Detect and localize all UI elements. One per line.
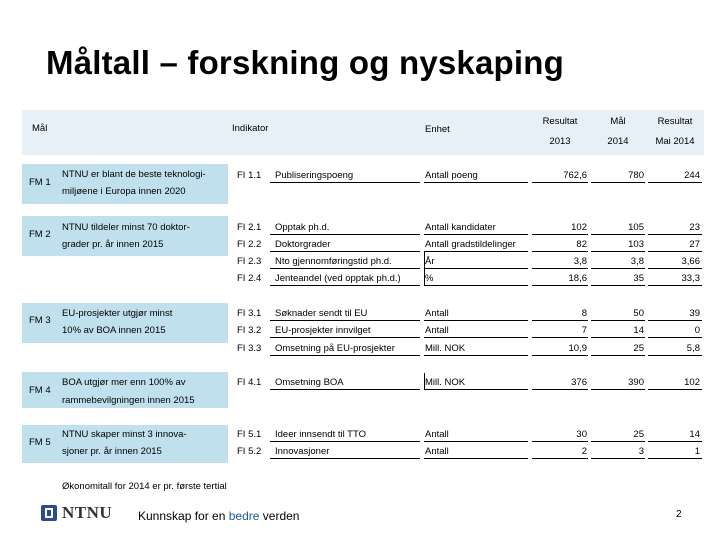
row-divider	[591, 285, 645, 286]
indicator-id: FI 1.1	[237, 170, 262, 181]
value-2014: 27	[689, 239, 700, 250]
row-divider	[270, 285, 420, 286]
row-divider	[270, 234, 420, 235]
group-text: miljøene i Europa innen 2020	[62, 186, 186, 197]
row-divider	[424, 320, 528, 321]
indicator-name: Doktorgrader	[275, 239, 331, 250]
indicator-unit: Mill. NOK	[425, 343, 466, 354]
indicator-name: Omsetning på EU-prosjekter	[275, 343, 395, 354]
row-divider	[591, 337, 645, 338]
indicator-name: Søknader sendt til EU	[275, 308, 368, 319]
indicator-unit: Antall gradstildelinger	[425, 239, 516, 250]
value-2013: 7	[581, 325, 587, 336]
indicator-name: Omsetning BOA	[275, 377, 344, 388]
row-divider	[424, 458, 528, 459]
target-2014: 14	[633, 325, 644, 336]
value-2014: 1	[694, 446, 700, 457]
row-divider	[270, 182, 420, 183]
row-divider	[532, 337, 588, 338]
value-2013: 376	[571, 377, 587, 388]
group-text: NTNU skaper minst 3 innova-	[62, 429, 187, 440]
row-divider	[532, 320, 588, 321]
indicator-name: Opptak ph.d.	[275, 222, 330, 233]
row-divider	[424, 251, 528, 252]
row-divider	[270, 355, 420, 356]
row-divider	[591, 268, 645, 269]
row-divider	[270, 268, 420, 269]
value-2014: 39	[689, 308, 700, 319]
row-divider	[424, 234, 528, 235]
indicator-unit: %	[425, 273, 434, 284]
group-text: sjoner pr. år innen 2015	[62, 446, 162, 457]
indicator-unit: Antall	[425, 429, 449, 440]
value-2014: 14	[689, 429, 700, 440]
footnote: Økonomitall for 2014 er pr. første tertial	[62, 481, 227, 492]
target-2014: 780	[628, 170, 644, 181]
ntnu-logo-icon	[40, 504, 58, 522]
group-text: NTNU tildeler minst 70 doktor-	[62, 222, 190, 233]
header-maal-2014: Mål	[610, 116, 626, 127]
row-divider	[648, 389, 702, 390]
row-divider	[532, 234, 588, 235]
row-divider	[532, 251, 588, 252]
target-2014: 3,8	[630, 256, 644, 267]
group-code: FM 2	[29, 229, 51, 240]
row-divider	[532, 355, 588, 356]
value-2014: 3,66	[681, 256, 700, 267]
row-divider	[591, 389, 645, 390]
target-2014: 105	[628, 222, 644, 233]
indicator-id: FI 2.1	[237, 222, 262, 233]
value-2013: 2	[581, 446, 587, 457]
row-divider	[648, 320, 702, 321]
row-divider	[424, 389, 528, 390]
row-divider	[532, 389, 588, 390]
tagline	[138, 509, 299, 523]
group-text: EU-prosjekter utgjør minst	[62, 308, 173, 319]
ntnu-logo-text: NTNU	[62, 503, 113, 522]
ntnu-logo	[40, 504, 58, 527]
indicator-unit: Mill. NOK	[425, 377, 466, 388]
cell-divider	[424, 252, 425, 285]
row-divider	[591, 441, 645, 442]
row-divider	[591, 355, 645, 356]
value-2014: 23	[689, 222, 700, 233]
row-divider	[270, 251, 420, 252]
row-divider	[648, 234, 702, 235]
indicator-id: FI 3.1	[237, 308, 262, 319]
indicator-unit: År	[425, 256, 435, 267]
header-indikator: Indikator	[232, 123, 269, 134]
group-text: grader pr. år innen 2015	[62, 239, 164, 250]
row-divider	[270, 389, 420, 390]
row-divider	[591, 182, 645, 183]
value-2013: 3,8	[573, 256, 587, 267]
indicator-unit: Antall poeng	[425, 170, 478, 181]
value-2013: 18,6	[568, 273, 587, 284]
value-2013: 762,6	[563, 170, 587, 181]
row-divider	[648, 182, 702, 183]
row-divider	[648, 268, 702, 269]
row-divider	[532, 182, 588, 183]
row-divider	[270, 337, 420, 338]
header-maal: Mål	[32, 123, 48, 134]
row-divider	[648, 251, 702, 252]
header-resultat-2013: Resultat	[542, 116, 578, 127]
indicator-id: FI 2.4	[237, 273, 262, 284]
target-2014: 3	[638, 446, 644, 457]
row-divider	[648, 441, 702, 442]
tagline-highlight: bedre	[228, 509, 260, 523]
row-divider	[648, 337, 702, 338]
group-text: rammebevilgningen innen 2015	[62, 395, 195, 406]
value-2014: 0	[694, 325, 700, 336]
group-code: FM 1	[29, 177, 51, 188]
value-2013: 10,9	[568, 343, 587, 354]
group-text: 10% av BOA innen 2015	[62, 325, 166, 336]
indicator-id: FI 4.1	[237, 377, 262, 388]
value-2014: 5,8	[686, 343, 700, 354]
target-2014: 390	[628, 377, 644, 388]
row-divider	[532, 285, 588, 286]
header-mai-2014: Mai 2014	[655, 136, 695, 147]
page-number: 2	[676, 509, 682, 520]
target-2014: 103	[628, 239, 644, 250]
group-code: FM 4	[29, 385, 51, 396]
value-2013: 30	[576, 429, 587, 440]
indicator-name: Ideer innsendt til TTO	[275, 429, 367, 440]
row-divider	[532, 268, 588, 269]
row-divider	[424, 441, 528, 442]
value-2014: 102	[684, 377, 700, 388]
row-divider	[591, 251, 645, 252]
target-2014: 50	[633, 308, 644, 319]
target-2014: 25	[633, 429, 644, 440]
indicator-name: Nto gjennomføringstid ph.d.	[275, 256, 392, 267]
row-divider	[424, 337, 528, 338]
row-divider	[648, 355, 702, 356]
row-divider	[591, 234, 645, 235]
row-divider	[270, 320, 420, 321]
header-enhet: Enhet	[425, 124, 450, 135]
value-2013: 8	[581, 308, 587, 319]
page-title: Måltall – forskning og nyskaping	[46, 44, 564, 81]
indicator-id: FI 2.2	[237, 239, 262, 250]
value-2014: 33,3	[681, 273, 700, 284]
indicator-id: FI 5.1	[237, 429, 262, 440]
row-divider	[270, 458, 420, 459]
header-year-2013: 2013	[549, 136, 571, 147]
header-resultat-2014: Resultat	[657, 116, 693, 127]
row-divider	[532, 458, 588, 459]
tagline-part: verden	[259, 509, 300, 523]
row-divider	[424, 182, 528, 183]
row-divider	[591, 458, 645, 459]
indicator-id: FI 5.2	[237, 446, 262, 457]
row-divider	[532, 441, 588, 442]
row-divider	[424, 355, 528, 356]
indicator-id: FI 2.3	[237, 256, 262, 267]
target-2014: 25	[633, 343, 644, 354]
indicator-unit: Antall	[425, 308, 449, 319]
row-divider	[424, 285, 528, 286]
indicator-name: Innovasjoner	[275, 446, 330, 457]
group-text: NTNU er blant de beste teknologi-	[62, 169, 206, 180]
indicator-id: FI 3.2	[237, 325, 262, 336]
row-divider	[648, 458, 702, 459]
group-code: FM 5	[29, 437, 51, 448]
cell-divider	[424, 373, 425, 389]
indicator-unit: Antall	[425, 446, 449, 457]
row-divider	[648, 285, 702, 286]
indicator-unit: Antall	[425, 325, 449, 336]
indicator-name: Publiseringspoeng	[275, 170, 354, 181]
value-2013: 102	[571, 222, 587, 233]
indicator-name: EU-prosjekter innvilget	[275, 325, 371, 336]
target-2014: 35	[633, 273, 644, 284]
value-2014: 244	[684, 170, 700, 181]
row-divider	[424, 268, 528, 269]
indicator-name: Jenteandel (ved opptak ph.d.)	[275, 273, 401, 284]
row-divider	[591, 320, 645, 321]
group-code: FM 3	[29, 315, 51, 326]
value-2013: 82	[576, 239, 587, 250]
row-divider	[270, 441, 420, 442]
indicator-id: FI 3.3	[237, 343, 262, 354]
group-text: BOA utgjør mer enn 100% av	[62, 377, 186, 388]
indicator-unit: Antall kandidater	[425, 222, 496, 233]
header-year-2014: 2014	[607, 136, 629, 147]
tagline-part: Kunnskap for en	[138, 509, 229, 523]
